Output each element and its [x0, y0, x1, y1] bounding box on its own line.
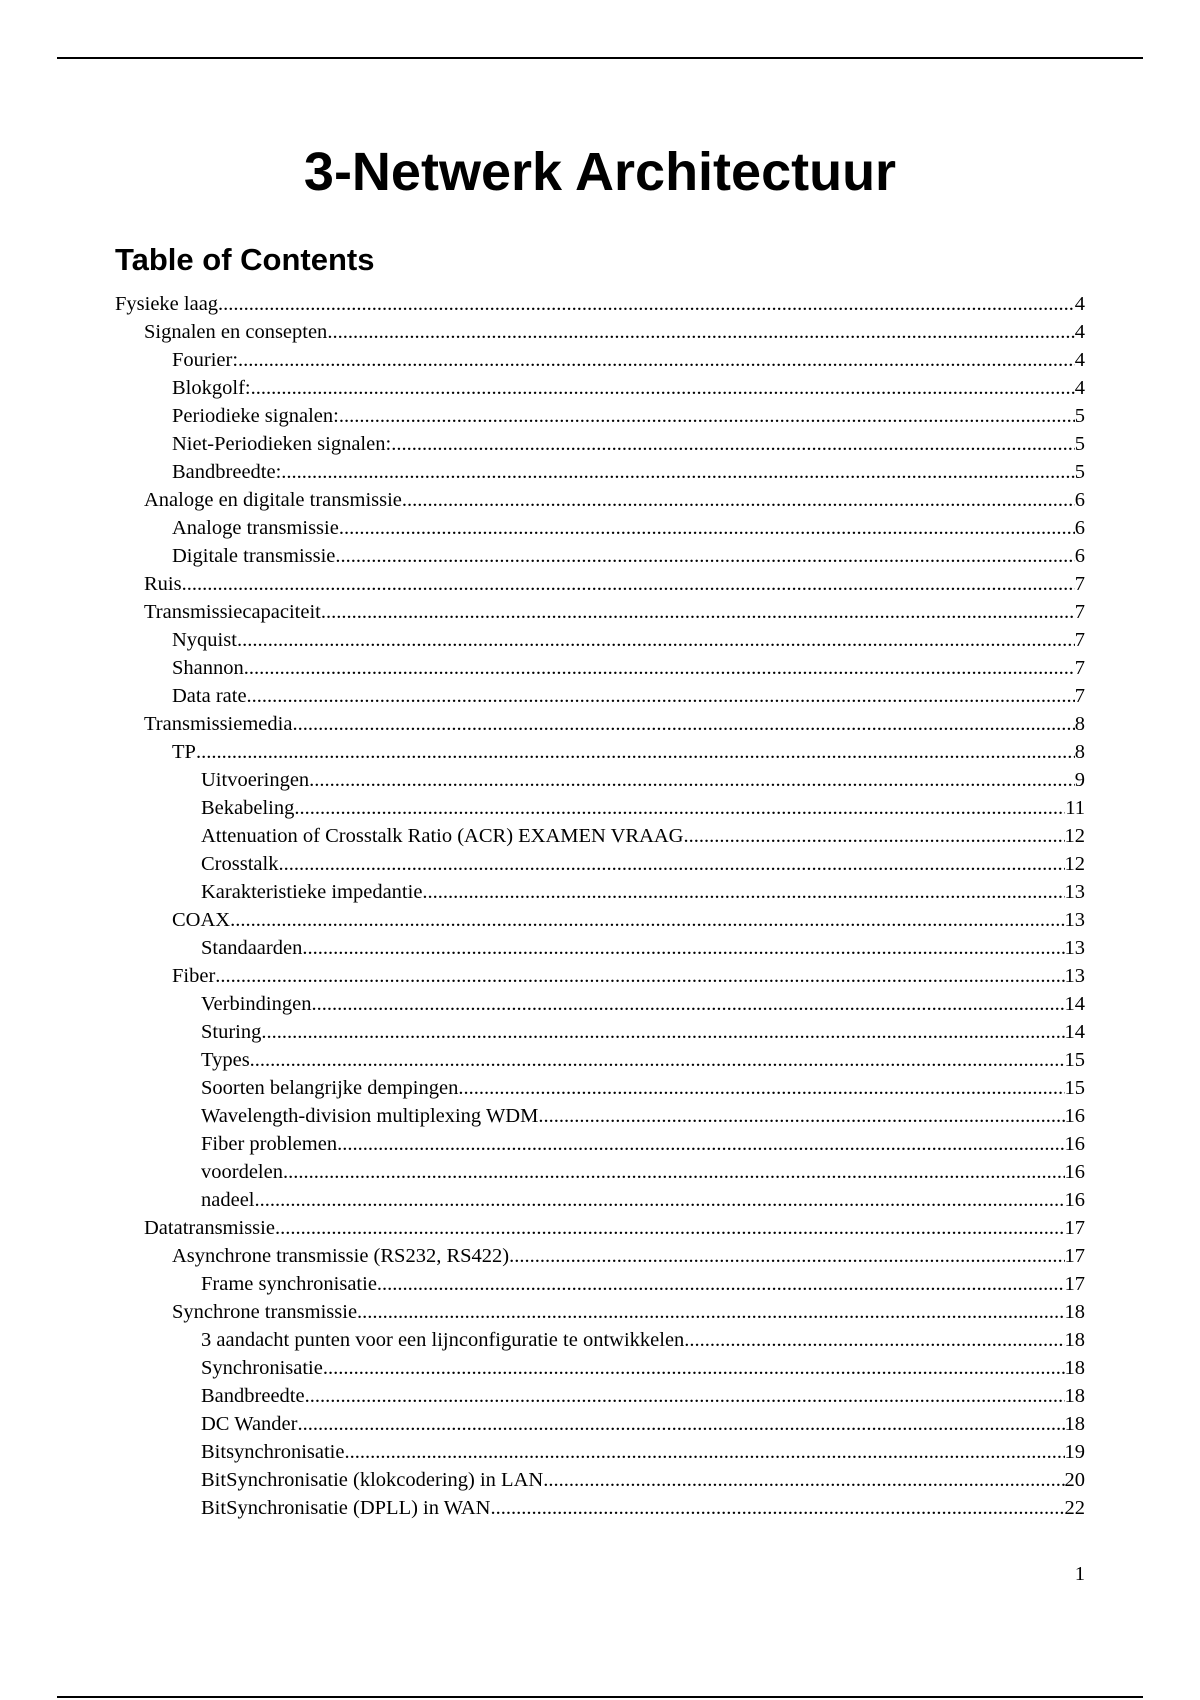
toc-entry[interactable]: [115, 1438, 1085, 1466]
toc-entry-title: nadeel: [201, 1189, 255, 1211]
toc-entry-title: Soorten belangrijke dempingen: [201, 1077, 459, 1099]
toc-dot-leader: [321, 598, 1075, 626]
toc-entry-page: 4: [1074, 293, 1085, 315]
toc-entry-page: 15: [1064, 1049, 1085, 1071]
toc-entry[interactable]: [115, 402, 1085, 430]
toc-entry[interactable]: [115, 1326, 1085, 1354]
toc-entry[interactable]: [115, 878, 1085, 906]
toc-entry-title: Frame synchronisatie: [201, 1273, 377, 1295]
toc-entry-page: 20: [1064, 1469, 1085, 1491]
toc-entry-title: Bandbreedte:: [172, 461, 282, 483]
toc-entry-title: Verbindingen: [201, 993, 312, 1015]
toc-entry-page: 6: [1074, 545, 1085, 567]
toc-entry[interactable]: [115, 794, 1085, 822]
toc-entry[interactable]: [115, 430, 1085, 458]
toc-dot-leader: [683, 822, 1064, 850]
toc-dot-leader: [297, 1410, 1064, 1438]
toc-entry-page: 8: [1074, 713, 1085, 735]
toc-entry-title: Sturing: [201, 1021, 262, 1043]
toc-entry[interactable]: [115, 290, 1085, 318]
toc-dot-leader: [391, 430, 1075, 458]
toc-entry-title: Ruis: [144, 573, 182, 595]
toc-dot-leader: [255, 1186, 1065, 1214]
toc-dot-leader: [182, 570, 1075, 598]
toc-entry-page: 8: [1074, 741, 1085, 763]
toc-entry-title: Uitvoeringen: [201, 769, 310, 791]
toc-dot-leader: [309, 766, 1075, 794]
toc-entry-title: COAX: [172, 909, 231, 931]
toc-entry-title: Attenuation of Crosstalk Ratio (ACR) EXAMEN VRAAG: [201, 825, 684, 847]
toc-dot-leader: [509, 1242, 1064, 1270]
toc-entry-title: BitSynchronisatie (DPLL) in WAN: [201, 1497, 491, 1519]
toc-entry-title: Crosstalk: [201, 853, 279, 875]
toc-entry-page: 15: [1064, 1077, 1085, 1099]
toc-dot-leader: [230, 906, 1064, 934]
toc-entry[interactable]: [115, 1214, 1085, 1242]
toc-entry-title: Blokgolf:: [172, 377, 251, 399]
toc-entry[interactable]: [115, 906, 1085, 934]
toc-entry-title: Synchronisatie: [201, 1357, 323, 1379]
toc-entry[interactable]: [115, 850, 1085, 878]
bottom-rule: [57, 1696, 1143, 1698]
toc-dot-leader: [281, 458, 1074, 486]
toc-dot-leader: [238, 346, 1075, 374]
toc-entry[interactable]: [115, 346, 1085, 374]
toc-dot-leader: [283, 1158, 1065, 1186]
toc-dot-leader: [339, 514, 1075, 542]
toc-entry-title: Digitale transmissie: [172, 545, 336, 567]
toc-entry-page: 13: [1064, 937, 1085, 959]
toc-entry[interactable]: [115, 318, 1085, 346]
toc-entry-page: 16: [1064, 1161, 1085, 1183]
toc-entry-page: 4: [1074, 349, 1085, 371]
toc-dot-leader: [339, 402, 1075, 430]
toc-entry[interactable]: [115, 1382, 1085, 1410]
toc-entry[interactable]: [115, 514, 1085, 542]
toc-entry[interactable]: [115, 1186, 1085, 1214]
toc-dot-leader: [196, 738, 1075, 766]
toc-entry[interactable]: [115, 1242, 1085, 1270]
toc-entry-title: Bandbreedte: [201, 1385, 305, 1407]
toc-dot-leader: [292, 710, 1074, 738]
toc-entry[interactable]: [115, 710, 1085, 738]
toc-entry-page: 18: [1064, 1413, 1085, 1435]
toc-entry-page: 7: [1074, 573, 1085, 595]
toc-heading: Table of Contents: [115, 242, 375, 277]
toc-entry-title: Types: [201, 1049, 250, 1071]
toc-entry-title: BitSynchronisatie (klokcodering) in LAN: [201, 1469, 544, 1491]
toc-entry-page: 12: [1064, 853, 1085, 875]
toc-entry-page: 13: [1064, 909, 1085, 931]
toc-entry[interactable]: [115, 654, 1085, 682]
toc-entry-page: 6: [1074, 517, 1085, 539]
toc-entry-title: Periodieke signalen:: [172, 405, 339, 427]
toc-entry-page: 14: [1064, 993, 1085, 1015]
toc-entry-title: Fysieke laag: [115, 293, 219, 315]
toc-entry-title: Fiber problemen: [201, 1133, 338, 1155]
toc-entry-title: DC Wander: [201, 1413, 298, 1435]
toc-dot-leader: [458, 1074, 1064, 1102]
toc-entry[interactable]: [115, 1018, 1085, 1046]
toc-entry-title: Shannon: [172, 657, 244, 679]
toc-dot-leader: [218, 290, 1075, 318]
toc-entry[interactable]: [115, 1298, 1085, 1326]
toc-entry[interactable]: [115, 598, 1085, 626]
toc-entry[interactable]: [115, 1354, 1085, 1382]
toc-entry[interactable]: [115, 486, 1085, 514]
toc-entry-title: TP: [172, 741, 196, 763]
top-rule: [57, 57, 1143, 59]
toc-dot-leader: [244, 654, 1075, 682]
toc-entry[interactable]: [115, 1102, 1085, 1130]
toc-entry-title: Karakteristieke impedantie: [201, 881, 423, 903]
toc-entry[interactable]: [115, 962, 1085, 990]
toc-entry-page: 12: [1064, 825, 1085, 847]
toc-entry[interactable]: [115, 570, 1085, 598]
toc-dot-leader: [251, 374, 1075, 402]
toc-entry[interactable]: [115, 682, 1085, 710]
toc-entry-title: Fourier:: [172, 349, 239, 371]
toc-entry[interactable]: [115, 626, 1085, 654]
toc-entry[interactable]: [115, 822, 1085, 850]
toc-entry-page: 16: [1064, 1189, 1085, 1211]
toc-dot-leader: [237, 626, 1075, 654]
toc-dot-leader: [402, 486, 1075, 514]
document-title: 3-Netwerk Architectuur: [303, 142, 897, 202]
toc-entry-page: 5: [1074, 405, 1085, 427]
toc-entry[interactable]: [115, 1410, 1085, 1438]
toc-entry-page: 17: [1064, 1217, 1085, 1239]
toc-entry[interactable]: [115, 990, 1085, 1018]
toc-entry[interactable]: [115, 374, 1085, 402]
toc-dot-leader: [261, 1018, 1064, 1046]
toc-entry[interactable]: [115, 1494, 1085, 1522]
toc-dot-leader: [538, 1102, 1064, 1130]
toc-entry-title: Bekabeling: [201, 797, 295, 819]
table-of-contents: [115, 290, 1085, 1522]
toc-entry[interactable]: [115, 1270, 1085, 1298]
toc-dot-leader: [305, 1382, 1065, 1410]
toc-entry-title: Nyquist: [172, 629, 237, 651]
toc-dot-leader: [250, 1046, 1065, 1074]
toc-dot-leader: [337, 1130, 1064, 1158]
toc-entry-title: Wavelength-division multiplexing WDM: [201, 1105, 539, 1127]
toc-dot-leader: [490, 1494, 1064, 1522]
toc-entry[interactable]: [115, 1466, 1085, 1494]
toc-entry-page: 17: [1064, 1245, 1085, 1267]
toc-entry-page: 5: [1074, 433, 1085, 455]
toc-entry[interactable]: [115, 542, 1085, 570]
toc-dot-leader: [215, 962, 1064, 990]
toc-entry-page: 7: [1074, 629, 1085, 651]
toc-entry[interactable]: [115, 934, 1085, 962]
toc-dot-leader: [294, 794, 1065, 822]
toc-entry-title: Data rate: [172, 685, 247, 707]
toc-entry-page: 16: [1064, 1133, 1085, 1155]
page-number: 1: [1074, 1563, 1085, 1585]
toc-entry-page: 16: [1064, 1105, 1085, 1127]
toc-entry-page: 6: [1074, 489, 1085, 511]
toc-entry[interactable]: [115, 766, 1085, 794]
toc-entry-page: 19: [1064, 1441, 1085, 1463]
toc-entry-page: 4: [1074, 377, 1085, 399]
toc-entry-title: Analoge transmissie: [172, 517, 339, 539]
toc-entry-page: 18: [1064, 1357, 1085, 1379]
toc-entry-title: 3 aandacht punten voor een lijnconfiguratie te ontwikkelen: [201, 1329, 685, 1351]
toc-entry[interactable]: [115, 1074, 1085, 1102]
toc-dot-leader: [311, 990, 1064, 1018]
toc-entry-page: 22: [1064, 1497, 1085, 1519]
toc-dot-leader: [278, 850, 1064, 878]
toc-entry-page: 5: [1074, 461, 1085, 483]
toc-entry-page: 9: [1074, 769, 1085, 791]
toc-entry-page: 4: [1074, 321, 1085, 343]
toc-dot-leader: [275, 1214, 1065, 1242]
toc-dot-leader: [323, 1354, 1065, 1382]
toc-entry-title: Analoge en digitale transmissie: [144, 489, 402, 511]
toc-entry-page: 18: [1064, 1329, 1085, 1351]
toc-entry-page: 17: [1064, 1273, 1085, 1295]
toc-dot-leader: [302, 934, 1064, 962]
toc-entry-title: Transmissiemedia: [144, 713, 293, 735]
toc-entry-title: Asynchrone transmissie (RS232, RS422): [172, 1245, 510, 1267]
toc-entry-title: Datatransmissie: [144, 1217, 275, 1239]
toc-entry-page: 13: [1064, 965, 1085, 987]
toc-dot-leader: [543, 1466, 1064, 1494]
toc-entry[interactable]: [115, 1046, 1085, 1074]
toc-dot-leader: [335, 542, 1074, 570]
toc-dot-leader: [247, 682, 1075, 710]
toc-entry-title: Fiber: [172, 965, 216, 987]
toc-entry-title: Niet-Periodieken signalen:: [172, 433, 392, 455]
toc-entry-page: 7: [1074, 685, 1085, 707]
toc-dot-leader: [422, 878, 1064, 906]
toc-entry[interactable]: [115, 458, 1085, 486]
toc-entry-page: 18: [1064, 1301, 1085, 1323]
toc-dot-leader: [377, 1270, 1065, 1298]
toc-entry-page: 18: [1064, 1385, 1085, 1407]
toc-entry[interactable]: [115, 1158, 1085, 1186]
toc-entry-title: Bitsynchronisatie: [201, 1441, 345, 1463]
toc-entry-page: 14: [1064, 1021, 1085, 1043]
toc-dot-leader: [357, 1298, 1064, 1326]
toc-entry-page: 7: [1074, 601, 1085, 623]
toc-entry-page: 11: [1065, 797, 1085, 819]
toc-entry-page: 13: [1064, 881, 1085, 903]
toc-entry-title: Transmissiecapaciteit: [144, 601, 321, 623]
toc-entry-title: Signalen en consepten: [144, 321, 328, 343]
toc-entry-title: voordelen: [201, 1161, 283, 1183]
toc-entry-page: 7: [1074, 657, 1085, 679]
toc-dot-leader: [344, 1438, 1064, 1466]
toc-entry[interactable]: [115, 738, 1085, 766]
toc-entry-title: Standaarden: [201, 937, 303, 959]
toc-dot-leader: [684, 1326, 1064, 1354]
toc-entry[interactable]: [115, 1130, 1085, 1158]
toc-dot-leader: [327, 318, 1074, 346]
toc-entry-title: Synchrone transmissie: [172, 1301, 358, 1323]
